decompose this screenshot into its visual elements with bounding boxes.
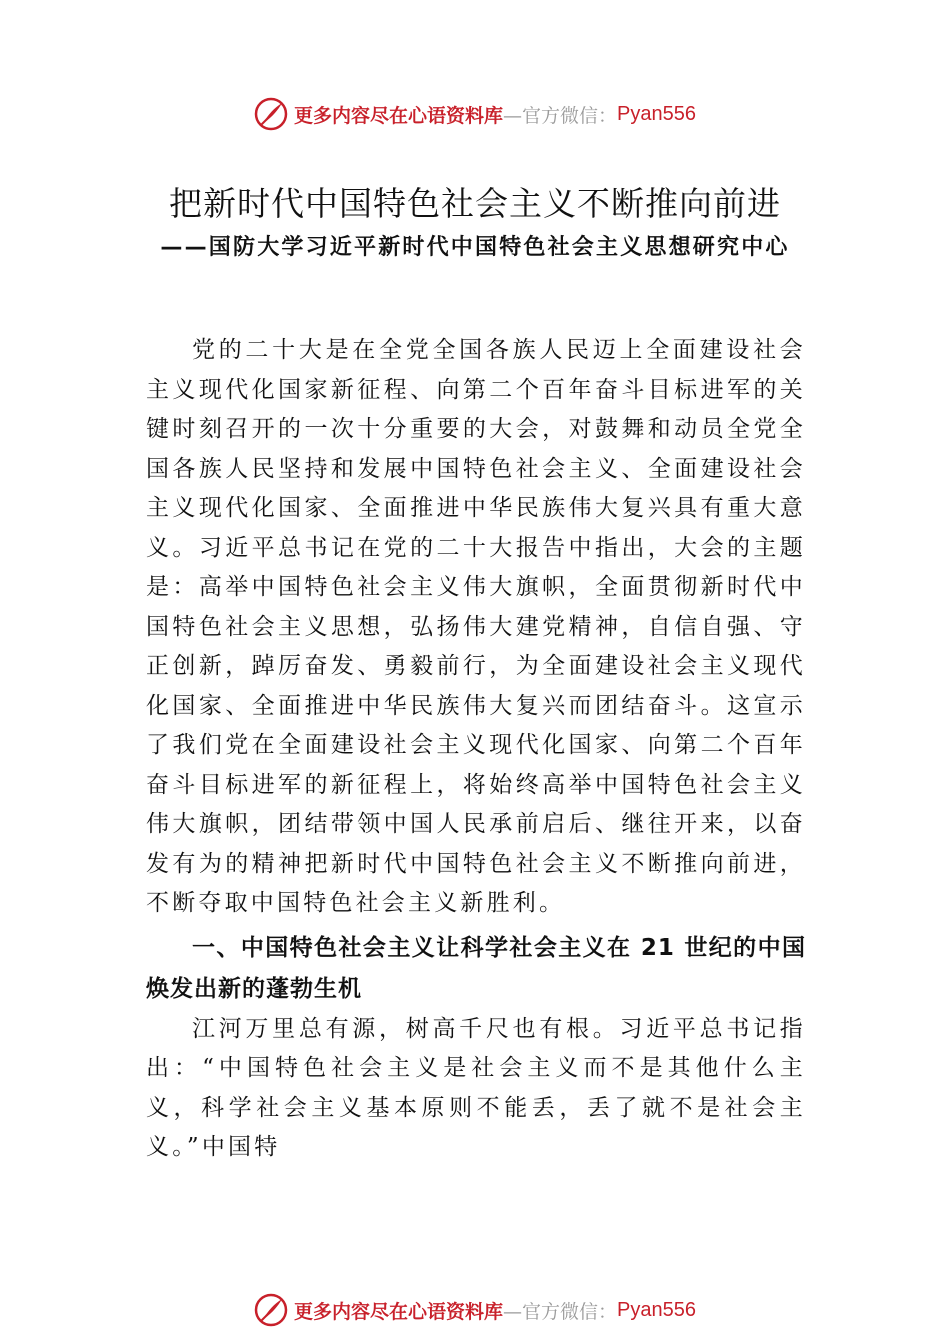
watermark-wechat-label: —官方微信： <box>503 104 618 127</box>
document-body <box>146 331 806 1168</box>
watermark-wechat-id: Pyan556 <box>617 1298 696 1321</box>
body-paragraph: 江河万里总有源，树高千尺也有根。习近平总书记指出：“中国特色社会主义是社会主义而不是其他什么主义，科学社会主义基本原则不能丢，丢了就不是社会主义。”中国特 <box>146 1015 806 1160</box>
document-title: 把新时代中国特色社会主义不断推向前进 <box>169 184 781 223</box>
watermark-wechat-label: —官方微信： <box>503 1300 618 1323</box>
document-subtitle: ——国防大学习近平新时代中国特色社会主义思想研究中心 <box>160 235 790 260</box>
feather-quill-logo-icon <box>254 97 288 131</box>
watermark-wechat-id: Pyan556 <box>617 102 696 125</box>
watermark-footer <box>0 1290 950 1330</box>
feather-quill-logo-icon <box>254 1293 288 1327</box>
body-paragraph: 党的二十大是在全党全国各族人民迈上全面建设社会主义现代化国家新征程、向第二个百年奋斗目标进军的关键时刻召开的一次十分重要的大会，对鼓舞和动员全党全国各族人民坚持和发展中国特色社会主义、全面建设社会主义现代化国家、全面推进中华民族伟大复兴具有重大意义。习近平总书记在党的二十大报告中指出，大会的主题是：高举中国特色社会主义伟大旗帜，全面贯彻新时代中国特色社会主义思想，弘扬伟大建党精神，自信自强、守正创新，踔厉奋发、勇毅前行，为全面建设社会主义现代化国家、全面推进中华民族伟大复兴而团结奋斗。这宣示了我们党在全面建设社会主义现代化国家、向第二个百年奋斗目标进军的新征程上，将始终高举中国特色社会主义伟大旗帜，团结带领中国人民承前启后、继往开来，以奋发有为的精神把新时代中国特色社会主义不断推向前进，不断夺取中国特色社会主义新胜利。 <box>146 337 806 916</box>
watermark-header <box>0 94 950 134</box>
section-heading: 一、中国特色社会主义让科学社会主义在 21 世纪的中国焕发出新的蓬勃生机 <box>146 934 806 1002</box>
watermark-site-name: 更多内容尽在心语资料库 <box>294 1300 504 1323</box>
watermark-site-name: 更多内容尽在心语资料库 <box>294 104 504 127</box>
